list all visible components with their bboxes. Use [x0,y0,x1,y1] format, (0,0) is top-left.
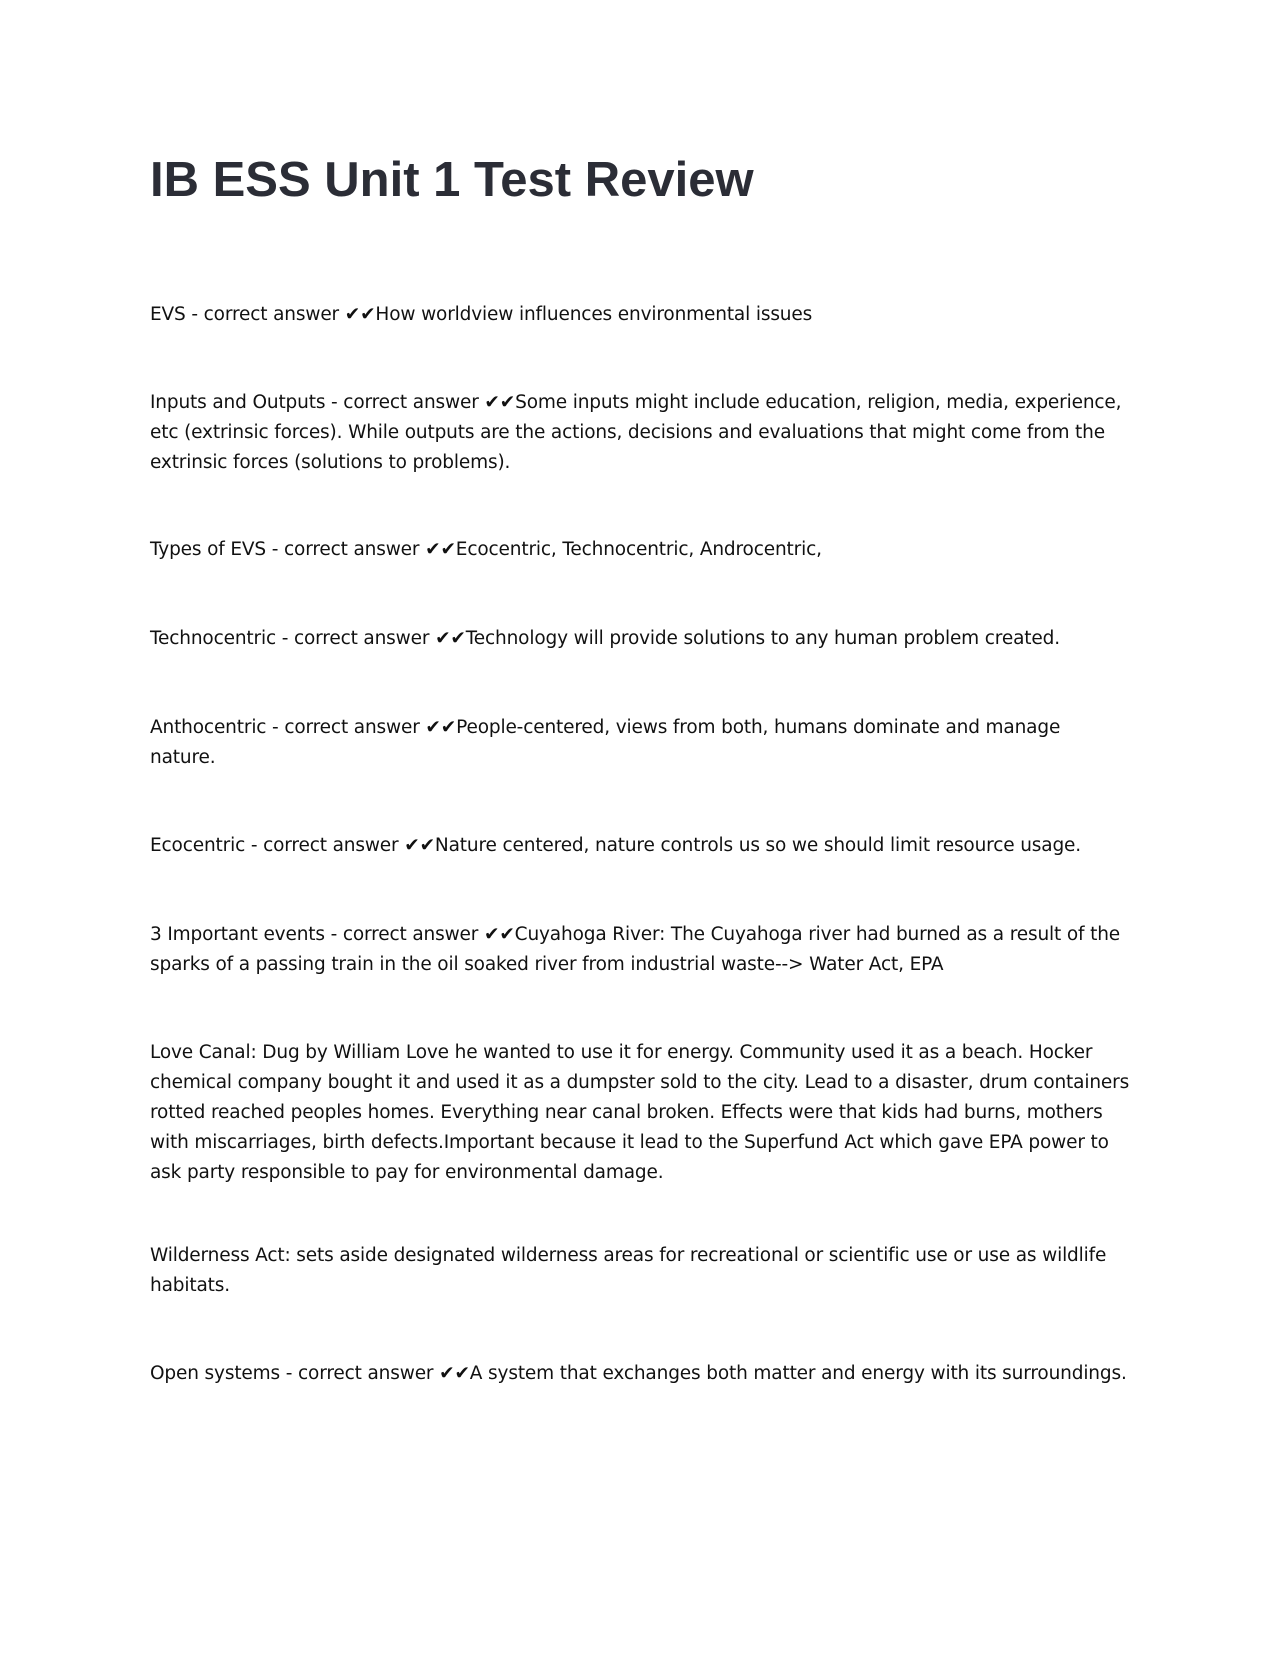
entry-ecocentric: Ecocentric - correct answer ✔✔Nature centered, nature controls us so we should limit resource usage. [150,835,1082,856]
entry-types-of-evs: Types of EVS - correct answer ✔✔Ecocentric, Technocentric, Androcentric, [150,539,822,560]
entry-anthocentric: Anthocentric - correct answer ✔✔People-centered, views from both, humans dominate and manage nature. [150,717,1061,768]
page-title: IB ESS Unit 1 Test Review [150,153,754,207]
entry-important-events: 3 Important events - correct answer ✔✔Cuyahoga River: The Cuyahoga river had burned as a result of the sparks of a passing train in the oil soaked river from industrial waste--> Water Act, EPA [150,924,1121,975]
entry-inputs-outputs: Inputs and Outputs - correct answer ✔✔Some inputs might include education, religion, media, experience, etc (extrinsic forces). While outputs are the actions, decisions and evaluations that might come from the extrinsic forces (solutions to problems). [150,392,1122,473]
entry-wilderness-act: Wilderness Act: sets aside designated wilderness areas for recreational or scientific use or use as wildlife habitats. [150,1245,1107,1296]
entry-evs: EVS - correct answer ✔✔How worldview influences environmental issues [150,304,813,325]
entry-open-systems: Open systems - correct answer ✔✔A system that exchanges both matter and energy with its surroundings. [150,1363,1127,1384]
entry-love-canal: Love Canal: Dug by William Love he wanted to use it for energy. Community used it as a beach. Hocker chemical company bought it and used it as a dumpster sold to the city. Lead to a disaster, drum containers rotted reached peoples homes. Everything near canal broken. Effects were that kids had burns, mothers with miscarriages, birth defects.Important because it lead to the Superfund Act which gave EPA power to ask party responsible to pay for environmental damage. [150,1042,1130,1183]
entry-technocentric: Technocentric - correct answer ✔✔Technology will provide solutions to any human problem created. [150,628,1060,649]
